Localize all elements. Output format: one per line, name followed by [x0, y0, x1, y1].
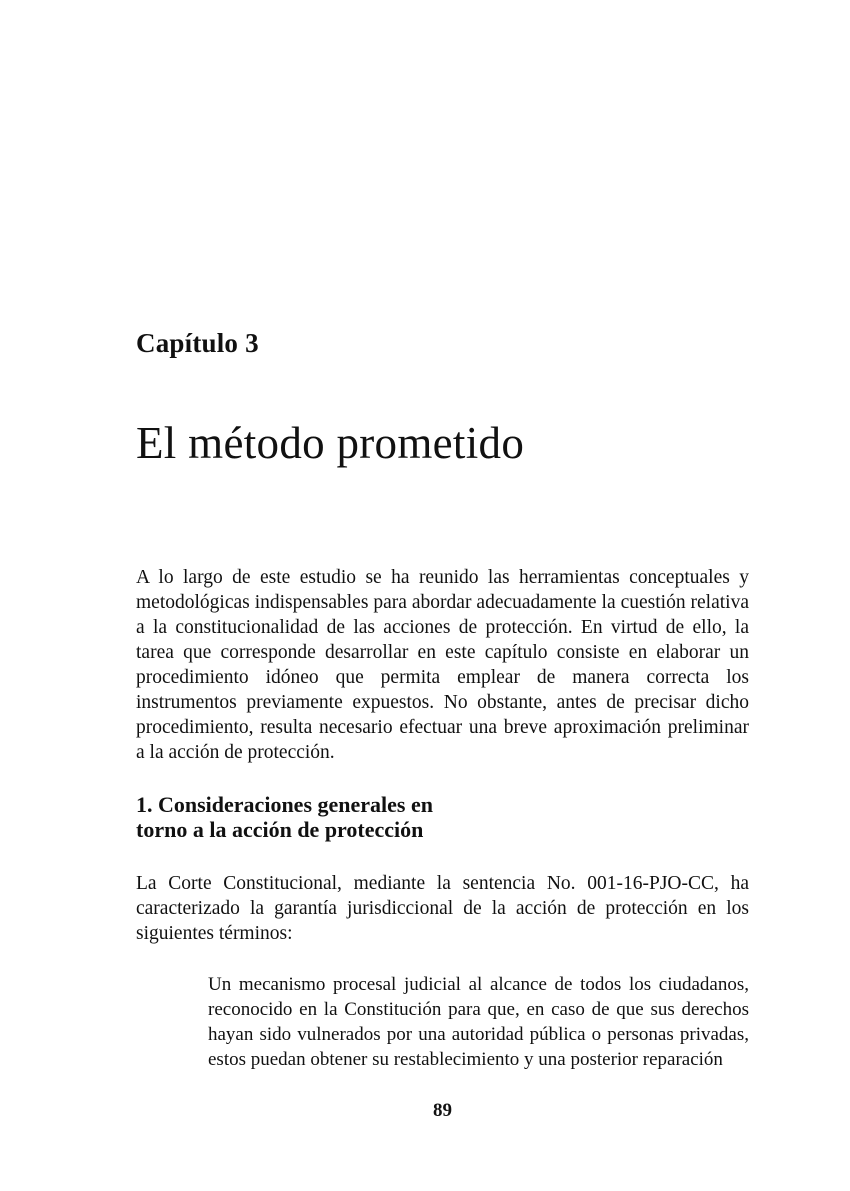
section-heading-line-2: torno a la acción de protección [136, 817, 424, 842]
intro-paragraph: A lo largo de este estudio se ha reunido las herramientas conceptuales y metodológicas indispensables para abordar adecuadamente la cuestión relativa a la constitucionalidad de las acciones de protección. En virtud de ello, la tarea que corresponde desarrollar en este capítulo consiste en elaborar un procedimiento idóneo que permita emplear de manera correcta los instrumentos previamente expuestos. No obstante, antes de precisar dicho procedimiento, resulta necesario efectuar una breve aproximación preliminar a la acción de protección. [136, 567, 749, 763]
section-paragraph: La Corte Constitucional, mediante la sentencia No. 001-16-PJO-CC, ha caracterizado la garantía jurisdiccional de la acción de protección en los siguientes términos: [136, 873, 749, 944]
page-number: 89 [433, 1100, 452, 1121]
block-quote: Un mecanismo procesal judicial al alcance de todos los ciudadanos, reconocido en la Constitución para que, en caso de que sus derechos hayan sido vulnerados por una autoridad pública o personas privadas, estos puedan obtener su restablecimiento y una posterior reparación [208, 974, 749, 1070]
chapter-title: El método prometido [136, 418, 525, 468]
section-heading [136, 792, 749, 842]
chapter-label: Capítulo 3 [136, 328, 259, 358]
section-heading-line-1: 1. Consideraciones generales en [136, 792, 433, 817]
